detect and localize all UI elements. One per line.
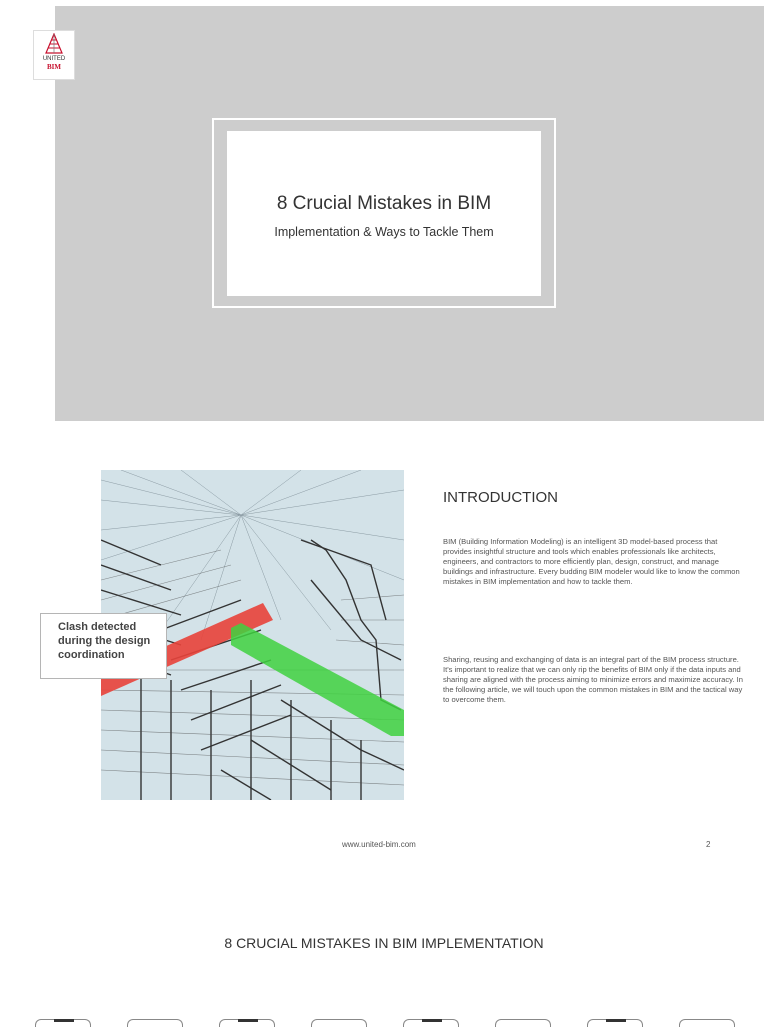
intro-paragraph-1: BIM (Building Information Modeling) is an intelligent 3D model-based process that provides insightful structure and tools which enables professionals like architects, engineers, and contractors to more efficiently plan, design, construct, and manage buildings and infrastructure. Every budding BIM modeler would like to know the common mistakes in BIM implementation and how to tackle them. bbox=[443, 537, 740, 586]
tab-shape bbox=[403, 1019, 459, 1027]
callout-line: coordination bbox=[58, 649, 125, 661]
section-title: 8 CRUCIAL MISTAKES IN BIM IMPLEMENTATION bbox=[224, 935, 544, 951]
logo-tower-icon bbox=[34, 33, 74, 57]
logo-text-bim: BIM bbox=[47, 63, 61, 71]
page-number: 2 bbox=[706, 840, 711, 849]
intro-paragraph-2: Sharing, reusing and exchanging of data is an integral part of the BIM process structure. It's important to realize that we can only rip the benefits of BIM only if the data inputs and sharing are aligned with the process aiming to minimize errors and maximize accuracy. In the following article, we will touch upon the common mistakes in BIM and the tactical way to overcome them. bbox=[443, 655, 743, 704]
introduction-heading: INTRODUCTION bbox=[443, 489, 558, 506]
tab-shape bbox=[587, 1019, 643, 1027]
cover-title: 8 Crucial Mistakes in BIM bbox=[276, 193, 492, 214]
callout-line: during the design bbox=[58, 635, 151, 647]
cover-subtitle: Implementation & Ways to Tackle Them bbox=[274, 225, 494, 239]
callout-line: Clash detected bbox=[58, 621, 137, 633]
tab-shape bbox=[219, 1019, 275, 1027]
tab-shape bbox=[127, 1019, 183, 1027]
tab-shape bbox=[495, 1019, 551, 1027]
clash-callout bbox=[40, 613, 167, 679]
tab-shape bbox=[311, 1019, 367, 1027]
next-section-tabs bbox=[0, 1019, 768, 1024]
tab-shape bbox=[679, 1019, 735, 1027]
footer-url: www.united-bim.com bbox=[342, 840, 416, 849]
logo-text-united: UNITED bbox=[42, 56, 66, 62]
tab-shape bbox=[35, 1019, 91, 1027]
company-logo bbox=[33, 30, 75, 80]
